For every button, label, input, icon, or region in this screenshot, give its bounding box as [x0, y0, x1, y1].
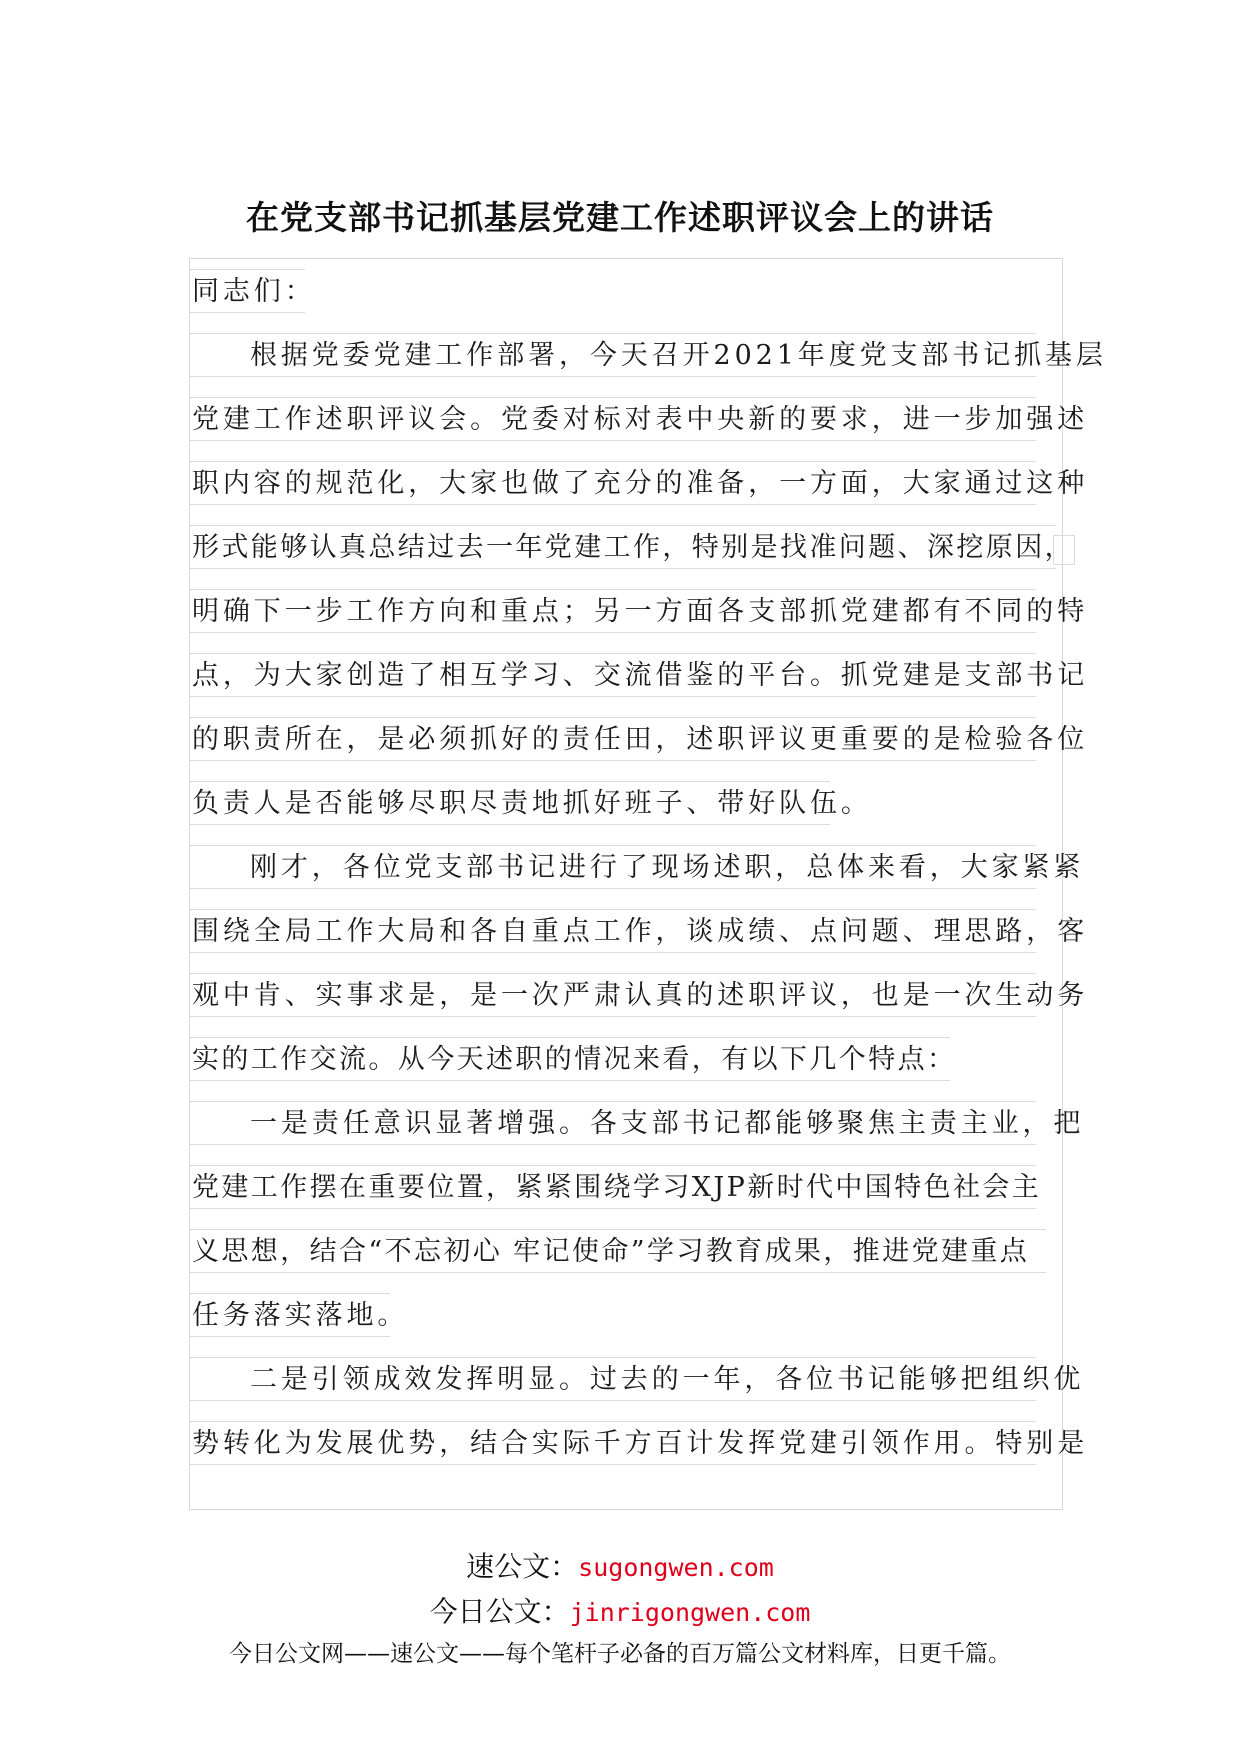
- body-line: 实的工作交流。从今天述职的情况来看，有以下几个特点：: [190, 1037, 950, 1081]
- document-title: 在党支部书记抓基层党建工作述职评议会上的讲话: [246, 198, 994, 237]
- site1-label: 速公文：: [466, 1550, 579, 1583]
- site2-url[interactable]: jinrigongwen.com: [569, 1598, 811, 1627]
- body-line: 党建工作述职评议会。党委对标对表中央新的要求，进一步加强述: [190, 397, 1036, 441]
- body-line: 义思想，结合“不忘初心 牢记使命”学习教育成果，推进党建重点: [190, 1229, 1046, 1273]
- body-line: 职内容的规范化，大家也做了充分的准备，一方面，大家通过这种: [190, 461, 1036, 505]
- footer-site1: [0, 1545, 1240, 1585]
- footer-slogan: 今日公文网——速公文——每个笔杆子必备的百万篇公文材料库，日更千篇。: [229, 1641, 1011, 1667]
- body-line: 一是责任意识显著增强。各支部书记都能够聚焦主责主业，把: [190, 1101, 1036, 1145]
- body-line: 点，为大家创造了相互学习、交流借鉴的平台。抓党建是支部书记: [190, 653, 1036, 697]
- body-line: 的职责所在，是必须抓好的责任田，述职评议更重要的是检验各位: [190, 717, 1036, 761]
- body-line: 刚才，各位党支部书记进行了现场述职，总体来看，大家紧紧: [190, 845, 1036, 889]
- body-line: 观中肯、实事求是，是一次严肃认真的述职评议，也是一次生动务: [190, 973, 1036, 1017]
- body-line: 围绕全局工作大局和各自重点工作，谈成绩、点问题、理思路，客: [190, 909, 1036, 953]
- body-line: 明确下一步工作方向和重点；另一方面各支部抓党建都有不同的特: [190, 589, 1036, 633]
- footer-site2: [0, 1590, 1240, 1630]
- body-line: 党建工作摆在重要位置，紧紧围绕学习XJP新时代中国特色社会主: [190, 1165, 1036, 1209]
- body-line: 形式能够认真总结过去一年党建工作，特别是找准问题、深挖原因，: [190, 525, 1056, 569]
- body-line: 负责人是否能够尽职尽责地抓好班子、带好队伍。: [190, 781, 830, 825]
- salutation-line: 同志们：: [190, 269, 305, 313]
- body-line: 势转化为发展优势，结合实际千方百计发挥党建引领作用。特别是: [190, 1421, 1036, 1465]
- site1-url[interactable]: sugongwen.com: [578, 1553, 774, 1582]
- body-line: 任务落实落地。: [190, 1293, 390, 1337]
- body-line: 根据党委党建工作部署，今天召开2021年度党支部书记抓基层: [190, 333, 1036, 377]
- margin-mark: [1053, 535, 1075, 565]
- body-line: 二是引领成效发挥明显。过去的一年，各位书记能够把组织优: [190, 1357, 1036, 1401]
- site2-label: 今日公文：: [429, 1595, 570, 1628]
